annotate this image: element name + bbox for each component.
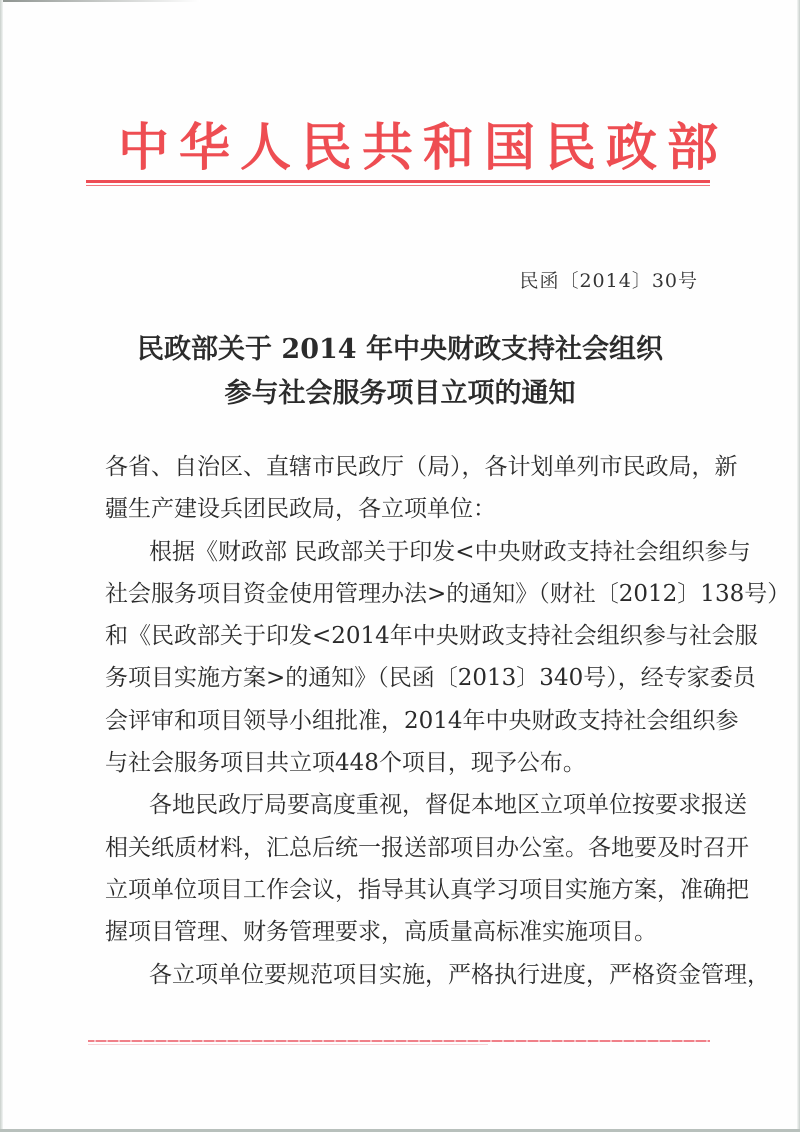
body-line: 会评审和项目领导小组批准，2014年中央财政支持社会组织参 xyxy=(105,707,739,734)
body-line: 各立项单位要规范项目实施，严格执行进度，严格资金管理， xyxy=(149,961,770,988)
red-footer-rule-faint xyxy=(88,1044,488,1045)
red-footer-rule xyxy=(88,1040,710,1042)
body-line: 握项目管理、财务管理要求，高质量高标准实施项目。 xyxy=(105,919,657,946)
document-title xyxy=(100,328,700,416)
scan-edge-left xyxy=(0,0,3,1132)
body-line: 各地民政厅局要高度重视，督促本地区立项单位按要求报送 xyxy=(149,792,747,819)
issuing-authority-header: 中华人民共和国民政部 xyxy=(118,118,729,178)
body-line: 社会服务项目资金使用管理办法>的通知》（财社〔2012〕138号） xyxy=(105,580,791,607)
scan-edge-top xyxy=(0,0,200,2)
red-header-rule xyxy=(86,180,710,183)
body-line: 立项单位项目工作会议，指导其认真学习项目实施方案，准确把 xyxy=(105,876,749,903)
body-line: 各省、自治区、直辖市民政厅（局），各计划单列市民政局，新 xyxy=(105,454,738,480)
body-line: 疆生产建设兵团民政局，各立项单位： xyxy=(105,496,496,523)
body-line: 与社会服务项目共立项448个项目，现予公布。 xyxy=(105,750,586,777)
body-line: 和《民政部关于印发<2014年中央财政支持社会组织参与社会服 xyxy=(105,623,758,650)
document-number: 民函〔2014〕30号 xyxy=(519,270,698,292)
document-body xyxy=(105,446,791,996)
body-line: 务项目实施方案>的通知》（民函〔2013〕340号），经专家委员 xyxy=(105,665,756,692)
title-line: 参与社会服务项目立项的通知 xyxy=(224,378,576,409)
title-line: 民政部关于 2014 年中央财政支持社会组织 xyxy=(137,334,663,365)
body-line: 根据《财政部 民政部关于印发<中央财政支持社会组织参与 xyxy=(149,538,751,565)
body-line: 相关纸质材料，汇总后统一报送部项目办公室。各地要及时召开 xyxy=(105,834,749,861)
red-header-rule-thin xyxy=(86,185,710,186)
